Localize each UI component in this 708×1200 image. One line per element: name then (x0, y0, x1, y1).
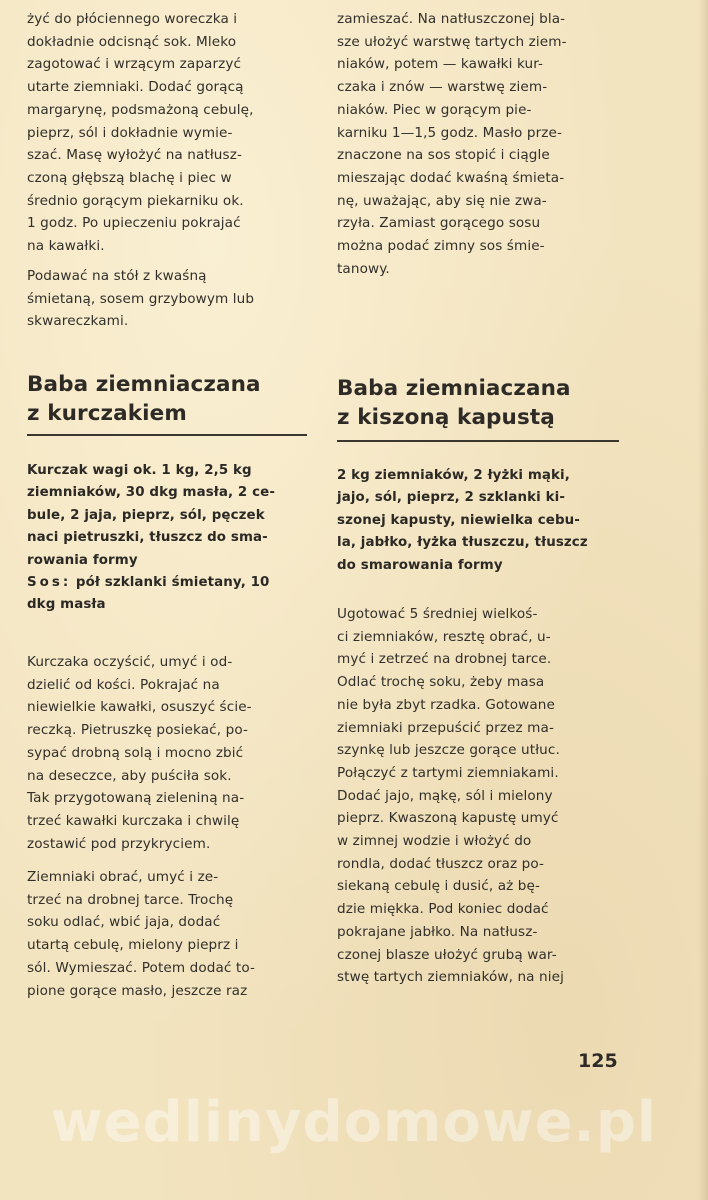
sauce-ingredients (27, 572, 315, 617)
intro-paragraph-2: Podawać na stół z kwaśną śmietaną, sosem grzybowym lub skwareczkami. (27, 268, 255, 330)
ingredients-kapusta: 2 kg ziemniaków, 2 łyżki mąki, jajo, sól, pieprz, 2 szklanki ki- szonej kapusty, niewielka cebu- la, jabłko, łyżka tłuszczu, tłuszcz do smarowania formy (337, 468, 588, 573)
sauce-ingredients-text: pół szklanki śmietany, 10 dkg masła (27, 575, 270, 613)
page-number: 125 (578, 1050, 618, 1072)
method-paragraph-1: Kurczaka oczyścić, umyć i od- dzielić od kości. Pokrajać na niewielkie kawałki, osuszyć ście- reczką. Pietruszkę posiekać, po- sypać drobną solą i mocno zbić na deseczce, aby puściła sok. Tak przygotowaną zieleniną na- trzeć kawałki kurczaka i chwilę zostawić pod przykryciem. (27, 654, 252, 852)
title-rule-right (337, 440, 619, 442)
page-edge-shadow (698, 0, 708, 1200)
watermark: wedlinydomowe.pl (50, 1090, 658, 1155)
title-rule-left (27, 434, 307, 436)
ingredients-kurczak: Kurczak wagi ok. 1 kg, 2,5 kg ziemniaków, 30 dkg masła, 2 ce- bule, 2 jaja, pieprz, sól, pęczek naci pietruszki, tłuszcz do sma- rowania formy (27, 463, 275, 568)
intro-paragraph-1: żyć do płóciennego woreczka i dokładnie odcisnąć sok. Mleko zagotować i wrzącym zaparzyć utarte ziemniaki. Dodać gorącą margarynę, podsmażoną cebulę, pieprz, sól i dokładnie wymie- szać. Masę wyłożyć na natłusz- czoną głębszą blachę i piec w średnio gorącym piekarniku ok. 1 godz. Po upieczeniu pokrajać na kawałki. (27, 11, 254, 255)
recipe-title-kurczak: Baba ziemniaczana z kurczakiem (27, 372, 261, 426)
recipe-title-kapusta: Baba ziemniaczana z kiszoną kapustą (337, 376, 571, 430)
sauce-label: Sos: (27, 575, 72, 590)
method-paragraph-2: Ziemniaki obrać, umyć i ze- trzeć na drobnej tarce. Trochę soku odlać, wbić jaja, dodać utartą cebulę, mielony pieprz i sól. Wymieszać. Potem dodać to- pione gorące masło, jeszcze raz (27, 869, 256, 999)
method-paragraph-kapusta: Ugotować 5 średniej wielkoś- ci ziemniaków, resztę obrać, u- myć i zetrzeć na drobnej tarce. Odlać trochę soku, żeby masa nie była zbyt rzadka. Gotowane ziemniaki przepuścić przez ma- szynkę lub jeszcze gorące utłuc. Połączyć z tartymi ziemniakami. Dodać jajo, mąkę, sól i mielony pieprz. Kwaszoną kapustę umyć w zimnej wodzie i włożyć do rondla, dodać tłuszcz oraz po- siekaną cebulę i dusić, aż bę- dzie miękka. Pod koniec dodać pokrajane jabłko. Na natłusz- czonej blasze ułożyć grubą war- stwę tartych ziemniaków, na niej (337, 606, 564, 986)
continuation-paragraph: zamieszać. Na natłuszczonej bla- sze ułożyć warstwę tartych ziem- niaków, potem — kawałki kur- czaka i znów — warstwę ziem- niaków. Piec w gorącym pie- karniku 1—1,5 godz. Masło prze- znaczone na sos stopić i ciągle mieszając dodać kwaśną śmieta- nę, uważając, aby się nie zwa- rzyła. Zamiast gorącego sosu można podać zimny sos śmie- tanowy. (337, 11, 567, 277)
